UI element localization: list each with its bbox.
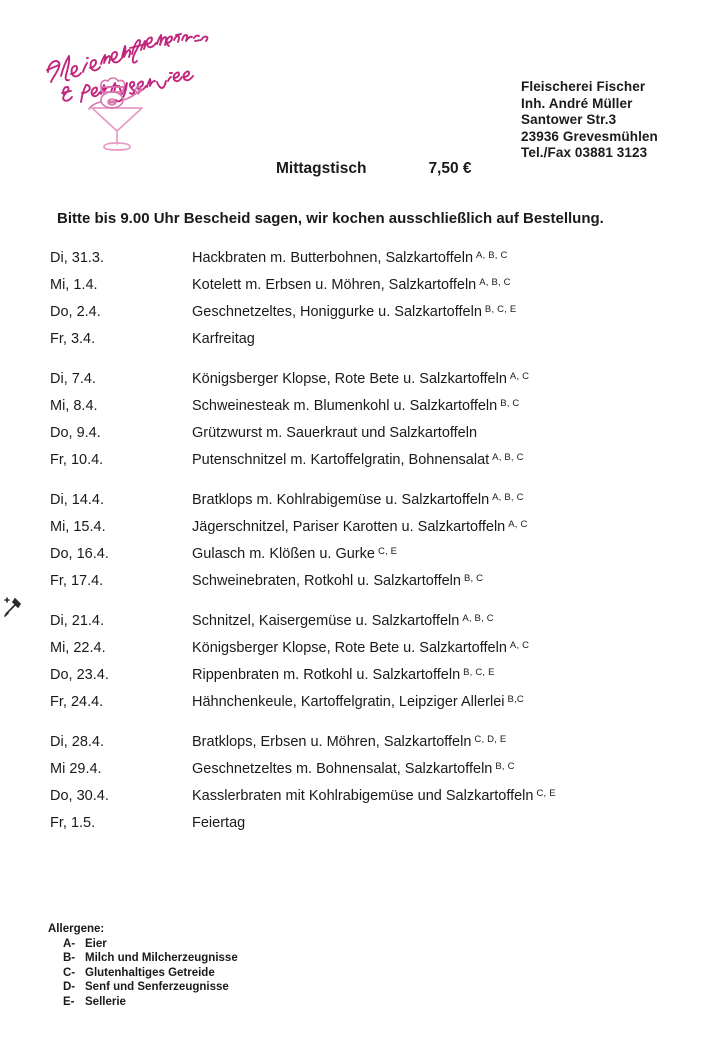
menu-row (50, 425, 710, 452)
menu-date: Fr, 17.4. (50, 573, 104, 589)
menu-date: Fr, 3.4. (50, 331, 96, 347)
order-notice: Bitte bis 9.00 Uhr Bescheid sagen, wir kochen ausschließlich auf Bestellung. (57, 210, 604, 227)
week-block (50, 734, 710, 842)
menu-dish: Geschnetzeltes, Honiggurke u. Salzkartoffeln (192, 304, 482, 320)
allergen-marks: C, E (377, 546, 398, 557)
menu-date: Mi, 15.4. (50, 519, 106, 535)
menu-date: Mi 29.4. (50, 761, 102, 777)
menu-dish: Jägerschnitzel, Pariser Karotten u. Salzkartoffeln (192, 519, 506, 535)
menu-dish: Bratklops, Erbsen u. Möhren, Salzkartoffeln (192, 734, 472, 750)
menu-row (50, 546, 710, 573)
allergen-marks: A, B, C (492, 452, 524, 463)
allergen-legend-item (63, 951, 238, 966)
menu-date: Mi, 1.4. (50, 277, 98, 293)
allergen-code: D- (63, 981, 76, 994)
address-line: Tel./Fax 03881 3123 (521, 145, 648, 161)
menu-dish: Geschnetzeltes m. Bohnensalat, Salzkartoffeln (192, 761, 493, 777)
address-line: Inh. André Müller (521, 95, 633, 111)
menu-row (50, 573, 710, 600)
address-line: Fleischerei Fischer (521, 79, 646, 94)
menu-row (50, 398, 710, 425)
menu-row (50, 250, 710, 277)
menu-date: Do, 9.4. (50, 425, 101, 441)
allergen-legend-item (63, 937, 238, 952)
menu-title-label: Mittagstisch (276, 160, 367, 177)
week-block (50, 492, 710, 600)
week-block (50, 371, 710, 479)
menu-list (50, 250, 710, 855)
allergen-marks: A, B, C (476, 250, 508, 261)
allergen-code: B- (63, 952, 76, 965)
menu-row (50, 304, 710, 331)
menu-row (50, 331, 710, 358)
allergen-legend-heading: Allergene: (48, 923, 105, 935)
menu-dish: Kotelett m. Erbsen u. Möhren, Salzkartoffeln (192, 277, 477, 293)
scan-artifact-mark (2, 596, 24, 620)
menu-date: Fr, 10.4. (50, 452, 104, 468)
allergen-marks: A, C (509, 371, 530, 382)
menu-price: 7,50 € (428, 160, 472, 177)
menu-dish: Grützwurst m. Sauerkraut und Salzkartoffeln (192, 425, 478, 441)
allergen-legend-item (63, 980, 238, 995)
menu-row (50, 815, 710, 842)
page-title (276, 160, 472, 178)
menu-row (50, 492, 710, 519)
menu-row (50, 519, 710, 546)
menu-row (50, 371, 710, 398)
menu-row (50, 640, 710, 667)
menu-date: Di, 28.4. (50, 734, 104, 750)
allergen-marks: B, C, E (463, 667, 495, 678)
allergen-label: Sellerie (85, 995, 126, 1008)
allergen-legend-item (63, 995, 238, 1010)
menu-row (50, 761, 710, 788)
week-block (50, 250, 710, 358)
menu-row (50, 277, 710, 304)
allergen-code: E- (63, 995, 75, 1008)
menu-date: Di, 31.3. (50, 250, 104, 266)
menu-row (50, 788, 710, 815)
menu-date: Do, 30.4. (50, 788, 109, 804)
menu-row (50, 667, 710, 694)
menu-row (50, 694, 710, 721)
menu-date: Di, 21.4. (50, 613, 104, 629)
allergen-label: Glutenhaltiges Getreide (85, 966, 215, 979)
menu-dish: Königsberger Klopse, Rote Bete u. Salzkartoffeln (192, 371, 507, 387)
allergen-marks: A, C (508, 519, 528, 530)
allergen-marks: B, C (495, 761, 515, 772)
menu-dish: Kasslerbraten mit Kohlrabigemüse und Salzkartoffeln (192, 788, 534, 804)
menu-dish: Putenschnitzel m. Kartoffelgratin, Bohnensalat (192, 452, 490, 468)
menu-date: Fr, 24.4. (50, 694, 104, 710)
menu-date: Di, 7.4. (50, 371, 96, 387)
address-line: Santower Str.3 (521, 112, 617, 128)
menu-dish: Schweinesteak m. Blumenkohl u. Salzkartoffeln (192, 398, 498, 414)
menu-date: Do, 2.4. (50, 304, 101, 320)
menu-dish: Hähnchenkeule, Kartoffelgratin, Leipziger Allerlei (192, 694, 505, 710)
menu-date: Do, 23.4. (50, 667, 109, 683)
menu-date: Do, 16.4. (50, 546, 109, 562)
allergen-marks: C, E (536, 788, 556, 799)
menu-row (50, 734, 710, 761)
allergen-marks: C, D, E (474, 734, 507, 745)
logo-script-subtext (62, 72, 193, 103)
menu-dish: Karfreitag (192, 331, 255, 347)
menu-date: Fr, 1.5. (50, 815, 96, 831)
allergen-marks: B, C (463, 573, 484, 584)
menu-dish: Hackbraten m. Butterbohnen, Salzkartoffeln (192, 250, 474, 266)
menu-dish: Bratklops m. Kohlrabigemüse u. Salzkartoffeln (192, 492, 490, 508)
allergen-legend-item (63, 966, 238, 981)
company-logo (38, 30, 218, 155)
allergen-marks: A, C (509, 640, 530, 651)
allergen-legend (48, 922, 238, 1010)
allergen-marks: A, B, C (492, 492, 524, 503)
menu-dish: Schnitzel, Kaisergemüse u. Salzkartoffeln (192, 613, 460, 629)
menu-date: Mi, 22.4. (50, 640, 106, 656)
allergen-marks: A, B, C (462, 613, 494, 624)
allergen-label: Eier (85, 937, 107, 950)
pig-in-cocktail-glass-icon (92, 108, 142, 150)
allergen-label: Milch und Milcherzeugnisse (85, 952, 238, 965)
allergen-marks: B,C (507, 694, 524, 705)
menu-dish: Feiertag (192, 815, 246, 831)
menu-dish: Rippenbraten m. Rotkohl u. Salzkartoffeln (192, 667, 461, 683)
menu-row (50, 452, 710, 479)
week-block (50, 613, 710, 721)
menu-dish: Schweinebraten, Rotkohl u. Salzkartoffeln (192, 573, 461, 589)
address-line: 23936 Grevesmühlen (521, 128, 658, 144)
allergen-marks: B, C, E (484, 304, 517, 315)
menu-row (50, 613, 710, 640)
allergen-code: C- (63, 966, 76, 979)
allergen-marks: B, C (500, 398, 520, 409)
allergen-label: Senf und Senferzeugnisse (85, 981, 229, 994)
menu-date: Di, 14.4. (50, 492, 104, 508)
menu-date: Mi, 8.4. (50, 398, 98, 414)
allergen-marks: A, B, C (479, 277, 511, 288)
allergen-code: A- (63, 937, 76, 950)
company-address (521, 79, 658, 162)
menu-dish: Königsberger Klopse, Rote Bete u. Salzkartoffeln (192, 640, 507, 656)
menu-dish: Gulasch m. Klößen u. Gurke (192, 546, 375, 562)
